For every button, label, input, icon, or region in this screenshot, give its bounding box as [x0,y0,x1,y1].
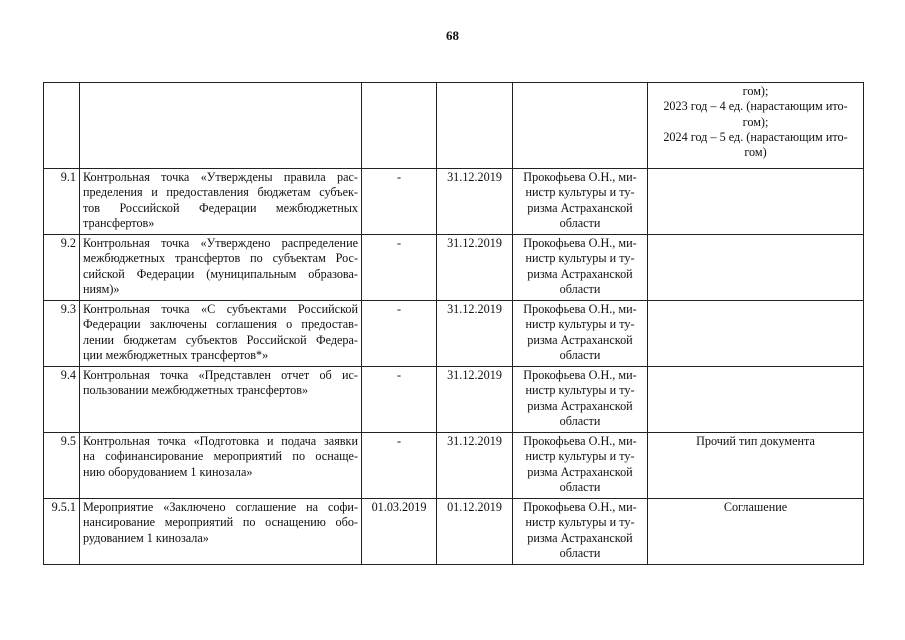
responsible-line: ризма Астраханской [527,266,633,281]
responsible-line: Прокофьева О.Н., ми- [523,302,637,316]
responsible-line: области [559,413,601,428]
start-date: - [362,301,437,367]
item-name-line: Федерации заключены соглашения о предостав- [83,317,358,332]
item-name [80,367,362,433]
item-number: 9.2 [44,235,80,301]
table-row [44,169,864,235]
start-date: - [362,235,437,301]
item-name-line: Мероприятие «Заключено соглашение на софи- [83,500,358,514]
table-row [44,235,864,301]
responsible-line: нистр культуры и ту- [525,383,635,398]
end-date: 01.12.2019 [437,499,513,565]
item-name-line: Контрольная точка «Подготовка и подача заявки [83,434,358,448]
item-name [80,235,362,301]
responsible-line: нистр культуры и ту- [525,515,635,530]
item-name-line: нансирование мероприятий по оснащению обо- [83,515,358,530]
result-document: Соглашение [648,499,864,565]
plan-table [43,82,864,565]
item-name [80,433,362,499]
num-cell [44,83,80,169]
responsible-line: нистр культуры и ту- [525,317,635,332]
item-name-line: трансфертов» [83,215,155,230]
item-number: 9.4 [44,367,80,433]
responsible-line: области [559,347,601,362]
plan-table-body [44,83,864,565]
result-line: гом); [742,114,769,129]
item-name-line: Контрольная точка «С субъектами Российской [83,302,358,316]
item-name-line: рудованием 1 кинозала» [83,530,209,545]
item-number: 9.5 [44,433,80,499]
responsible-person [513,433,648,499]
end-date: 31.12.2019 [437,367,513,433]
responsible-line: области [559,281,601,296]
responsible-person [513,499,648,565]
item-name-line: тов Российской Федерации межбюджетных [83,200,358,215]
responsible-line: ризма Астраханской [527,398,633,413]
result-document [648,367,864,433]
start-date: - [362,433,437,499]
item-name-line: Контрольная точка «Представлен отчет об ис- [83,368,358,382]
item-name-line: ции межбюджетных трансфертов*» [83,347,269,362]
responsible-line: области [559,215,601,230]
responsible-line: ризма Астраханской [527,464,633,479]
table-row [44,367,864,433]
end-date: 31.12.2019 [437,169,513,235]
responsible-line: ризма Астраханской [527,200,633,215]
responsible-person [513,235,648,301]
start-date: - [362,367,437,433]
responsible-line: ризма Астраханской [527,530,633,545]
end-date: 31.12.2019 [437,301,513,367]
result-line: 2024 год – 5 ед. (нарастающим ито- [663,129,848,144]
item-name-line: Контрольная точка «Утверждено распределение [83,236,358,250]
item-name-line: сийской Федерации (муниципальным образова- [83,266,358,281]
item-name [80,169,362,235]
responsible-person [513,301,648,367]
responsible-line: Прокофьева О.Н., ми- [523,170,637,184]
item-number: 9.5.1 [44,499,80,565]
responsible-line: Прокофьева О.Н., ми- [523,500,637,514]
result-document: Прочий тип документа [648,433,864,499]
end-date: 31.12.2019 [437,433,513,499]
table-row [44,499,864,565]
table-row [44,433,864,499]
end-date: 31.12.2019 [437,235,513,301]
start-date: 01.03.2019 [362,499,437,565]
result-cell [648,83,864,169]
responsible-line: области [559,545,601,560]
responsible-line: нистр культуры и ту- [525,185,635,200]
responsible-person [513,169,648,235]
result-line: гом); [742,84,769,98]
result-line: 2023 год – 4 ед. (нарастающим ито- [663,99,848,114]
item-name-line: Контрольная точка «Утверждены правила рас- [83,170,358,184]
result-document [648,301,864,367]
item-name-line: на софинансирование мероприятий по оснаще- [83,449,358,464]
continuation-row [44,83,864,169]
item-name-line: ниям)» [83,281,120,296]
responsible-line: нистр культуры и ту- [525,449,635,464]
item-name-line: межбюджетных трансфертов по субъектам Рос- [83,251,358,266]
responsible-line: области [559,479,601,494]
responsible-cell [513,83,648,169]
result-line: гом) [744,145,767,160]
item-number: 9.1 [44,169,80,235]
end-date-cell [437,83,513,169]
page-number: 68 [446,28,459,43]
responsible-line: Прокофьева О.Н., ми- [523,236,637,250]
responsible-line: ризма Астраханской [527,332,633,347]
responsible-person [513,367,648,433]
responsible-line: нистр культуры и ту- [525,251,635,266]
result-document [648,169,864,235]
item-number: 9.3 [44,301,80,367]
item-name-line: пределения и предоставления бюджетам субъек- [83,185,358,200]
name-cell [80,83,362,169]
table-row [44,301,864,367]
responsible-line: Прокофьева О.Н., ми- [523,434,637,448]
item-name [80,301,362,367]
item-name-line: нию оборудованием 1 кинозала» [83,464,253,479]
item-name-line: пользовании межбюджетных трансфертов» [83,383,309,398]
result-document [648,235,864,301]
responsible-line: Прокофьева О.Н., ми- [523,368,637,382]
item-name [80,499,362,565]
start-date: - [362,169,437,235]
start-date-cell [362,83,437,169]
item-name-line: лении бюджетам субъектов Российской Федера- [83,332,358,347]
